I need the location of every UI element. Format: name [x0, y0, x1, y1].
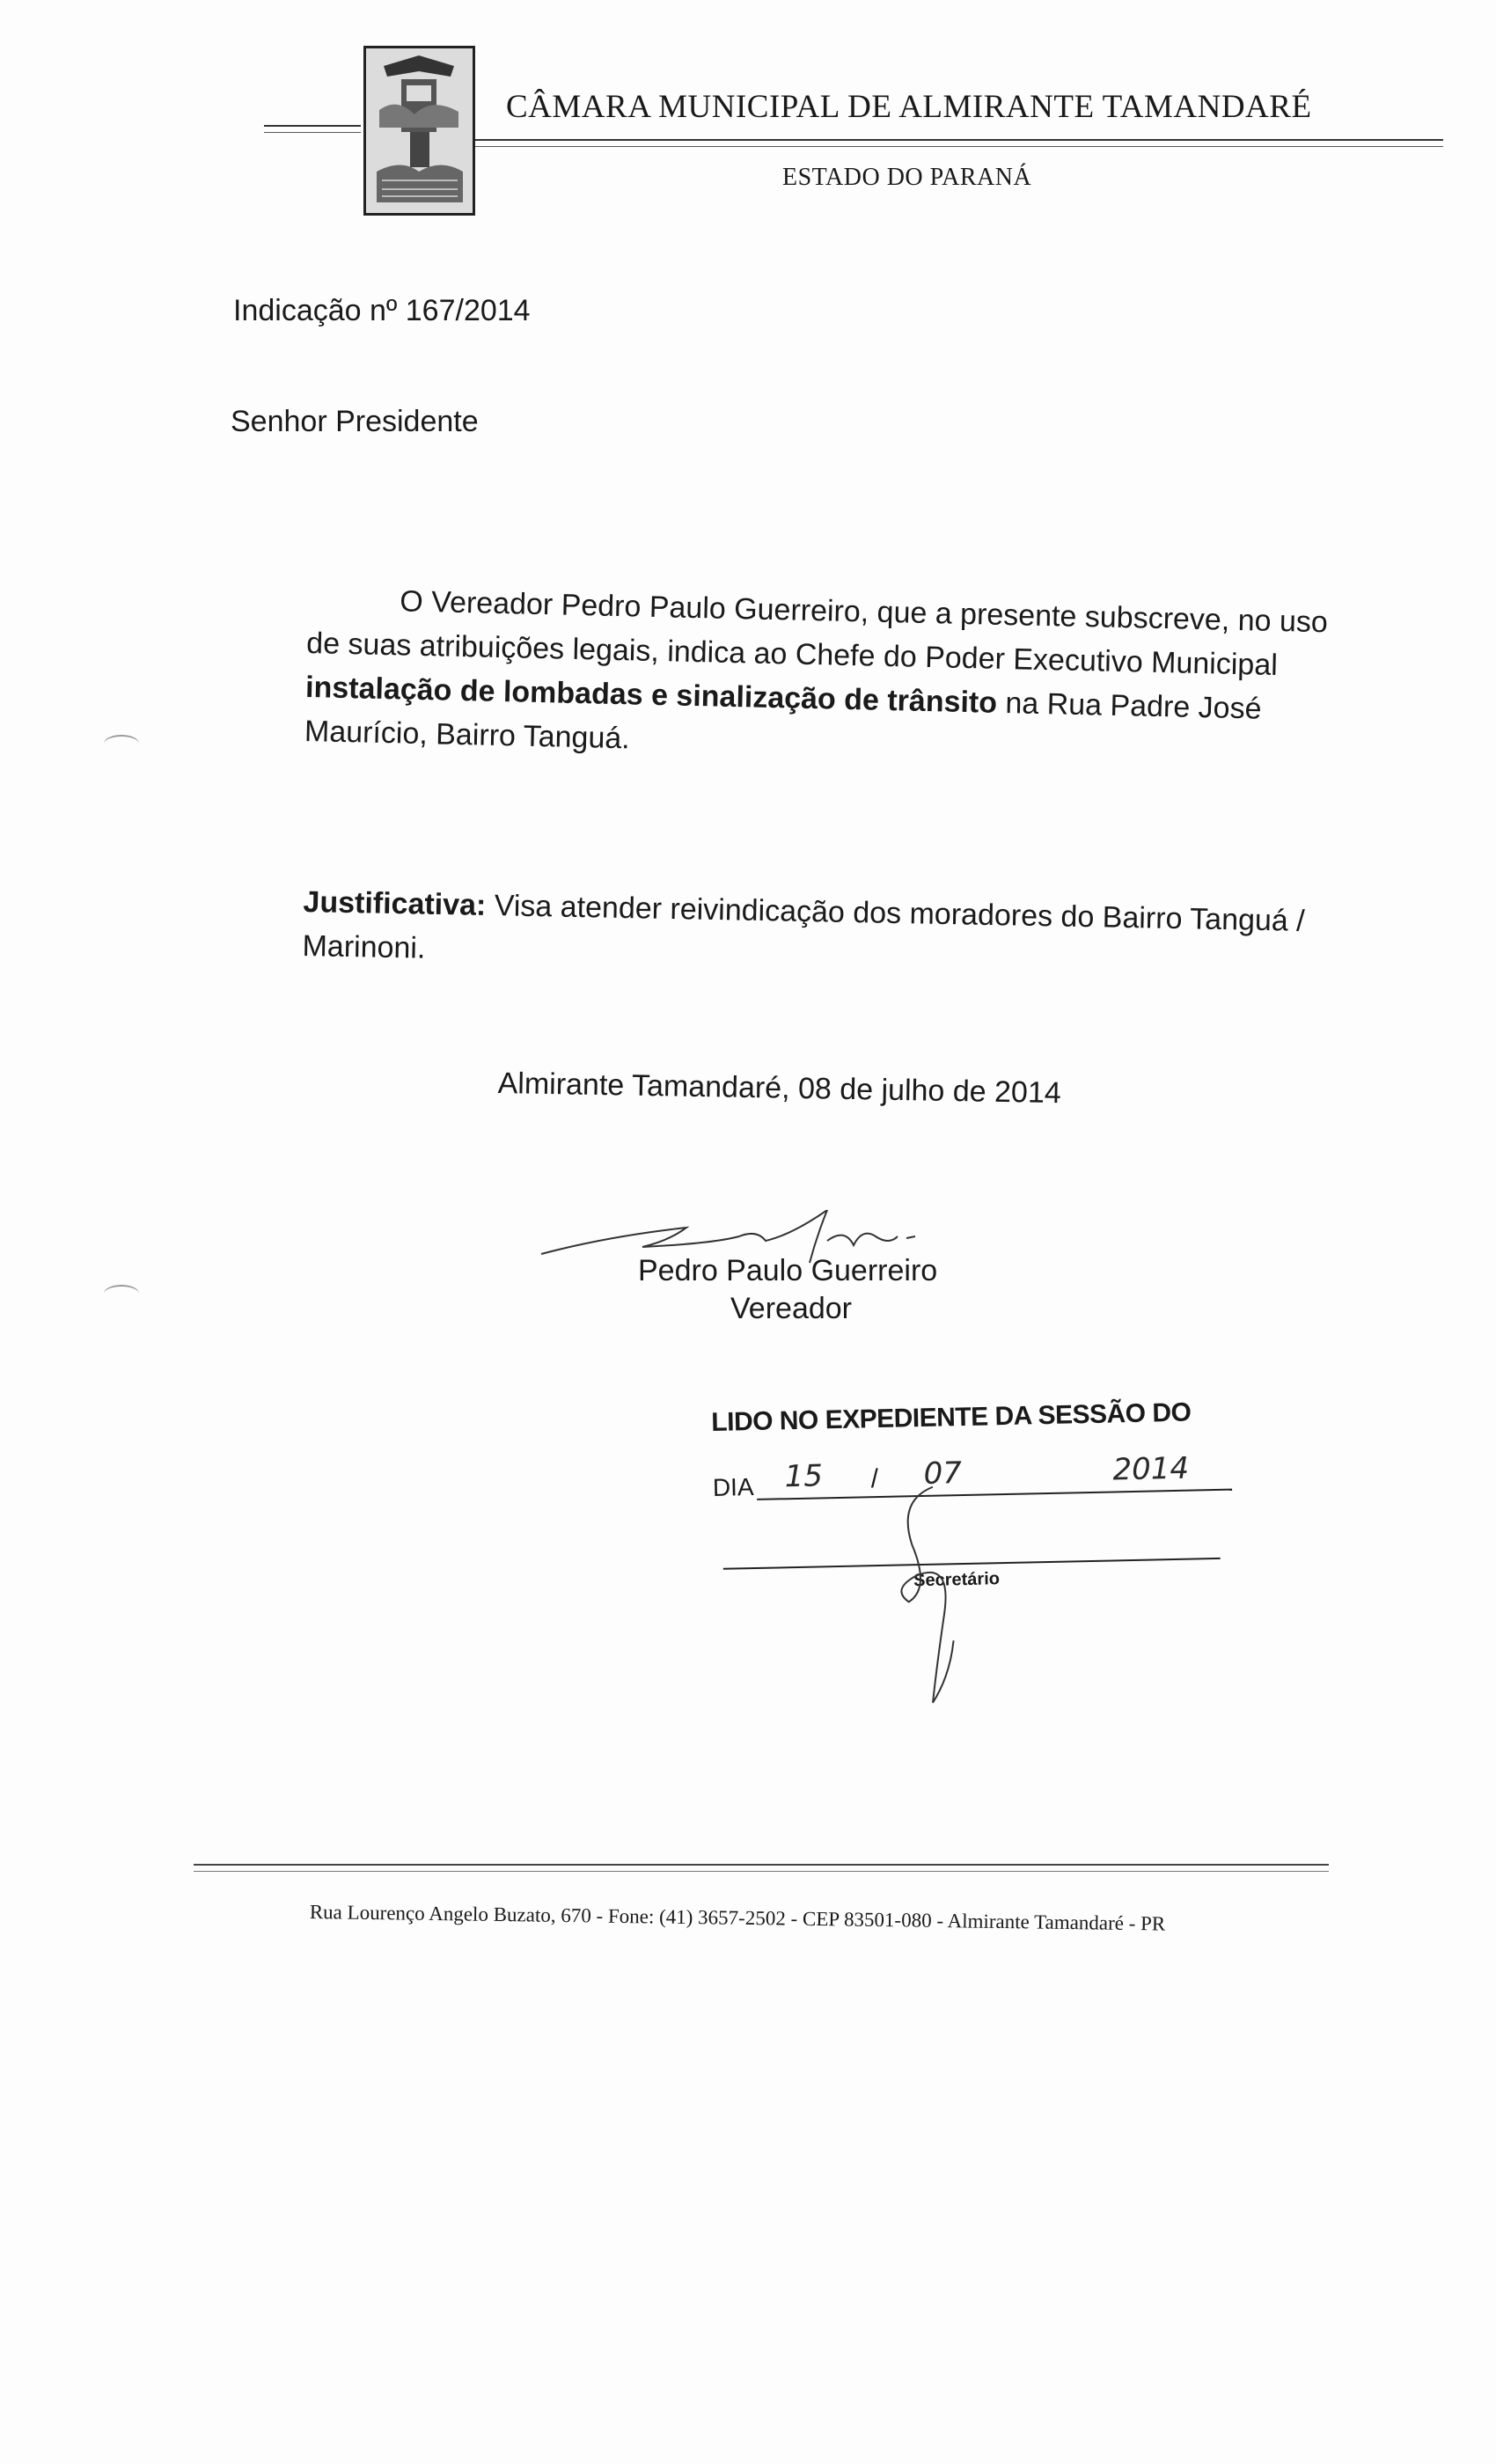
body-line-3-bold: instalação de lombadas e sinalização de trânsito [304, 670, 998, 720]
justification-text-2: Marinoni. [302, 928, 426, 965]
header-title: CÂMARA MUNICIPAL DE ALMIRANTE TAMANDARÉ [506, 89, 1312, 125]
footer-rule-thin [194, 1871, 1329, 1872]
secretary-signature [880, 1482, 981, 1712]
stamp-date-rule [757, 1489, 1232, 1500]
punch-mark [104, 735, 139, 752]
justification [302, 880, 1305, 987]
body-line-4-text: Maurício, Bairro Tanguá. [304, 714, 631, 756]
stamp-day: 15 [784, 1458, 824, 1495]
header-rule-left-thin [264, 132, 361, 133]
header-rule-thin [475, 146, 1443, 147]
punch-mark [104, 1285, 139, 1302]
date-line: Almirante Tamandaré, 08 de julho de 2014 [497, 1067, 1062, 1111]
body-line-1-text: O Vereador Pedro Paulo Guerreiro, que a presente subscreve, no uso [399, 584, 1329, 640]
body-paragraph [304, 577, 1407, 778]
body-line-3-text: na Rua Padre José [996, 686, 1262, 726]
reading-stamp [711, 1397, 1245, 1724]
stamp-dia-label: DIA [712, 1473, 754, 1501]
header-subtitle: ESTADO DO PARANÁ [782, 164, 1032, 191]
signer-role: Vereador [730, 1292, 852, 1325]
body-line-2-text: de suas atribuições legais, indica ao Chefe do Poder Executivo Municipal [305, 626, 1279, 683]
coat-of-arms-icon [363, 46, 475, 216]
justification-text: Visa atender reivindicação dos moradores do Bairro Tanguá / [485, 888, 1306, 938]
stamp-title: LIDO NO EXPEDIENTE DA SESSÃO DO [711, 1397, 1192, 1437]
salutation: Senhor Presidente [231, 405, 479, 438]
header-rule-left [264, 125, 361, 127]
footer-rule [194, 1864, 1329, 1866]
header-rule [475, 139, 1443, 141]
stamp-month: 07 [923, 1456, 963, 1492]
signer-name: Pedro Paulo Guerreiro [638, 1254, 938, 1287]
footer-address: Rua Lourenço Angelo Buzato, 670 - Fone: (41) 3657-2502 - CEP 83501-080 - Almirante Tamandaré - PR [309, 1901, 1166, 1935]
document-reference: Indicação nº 167/2014 [233, 294, 531, 327]
coat-of-arms-graphic [366, 48, 473, 213]
justification-label: Justificativa: [303, 884, 487, 922]
stamp-date-separator: / [870, 1464, 879, 1494]
stamp-year: 2014 [1112, 1450, 1190, 1488]
stamp-secretary-label: Secretário [913, 1569, 1001, 1591]
